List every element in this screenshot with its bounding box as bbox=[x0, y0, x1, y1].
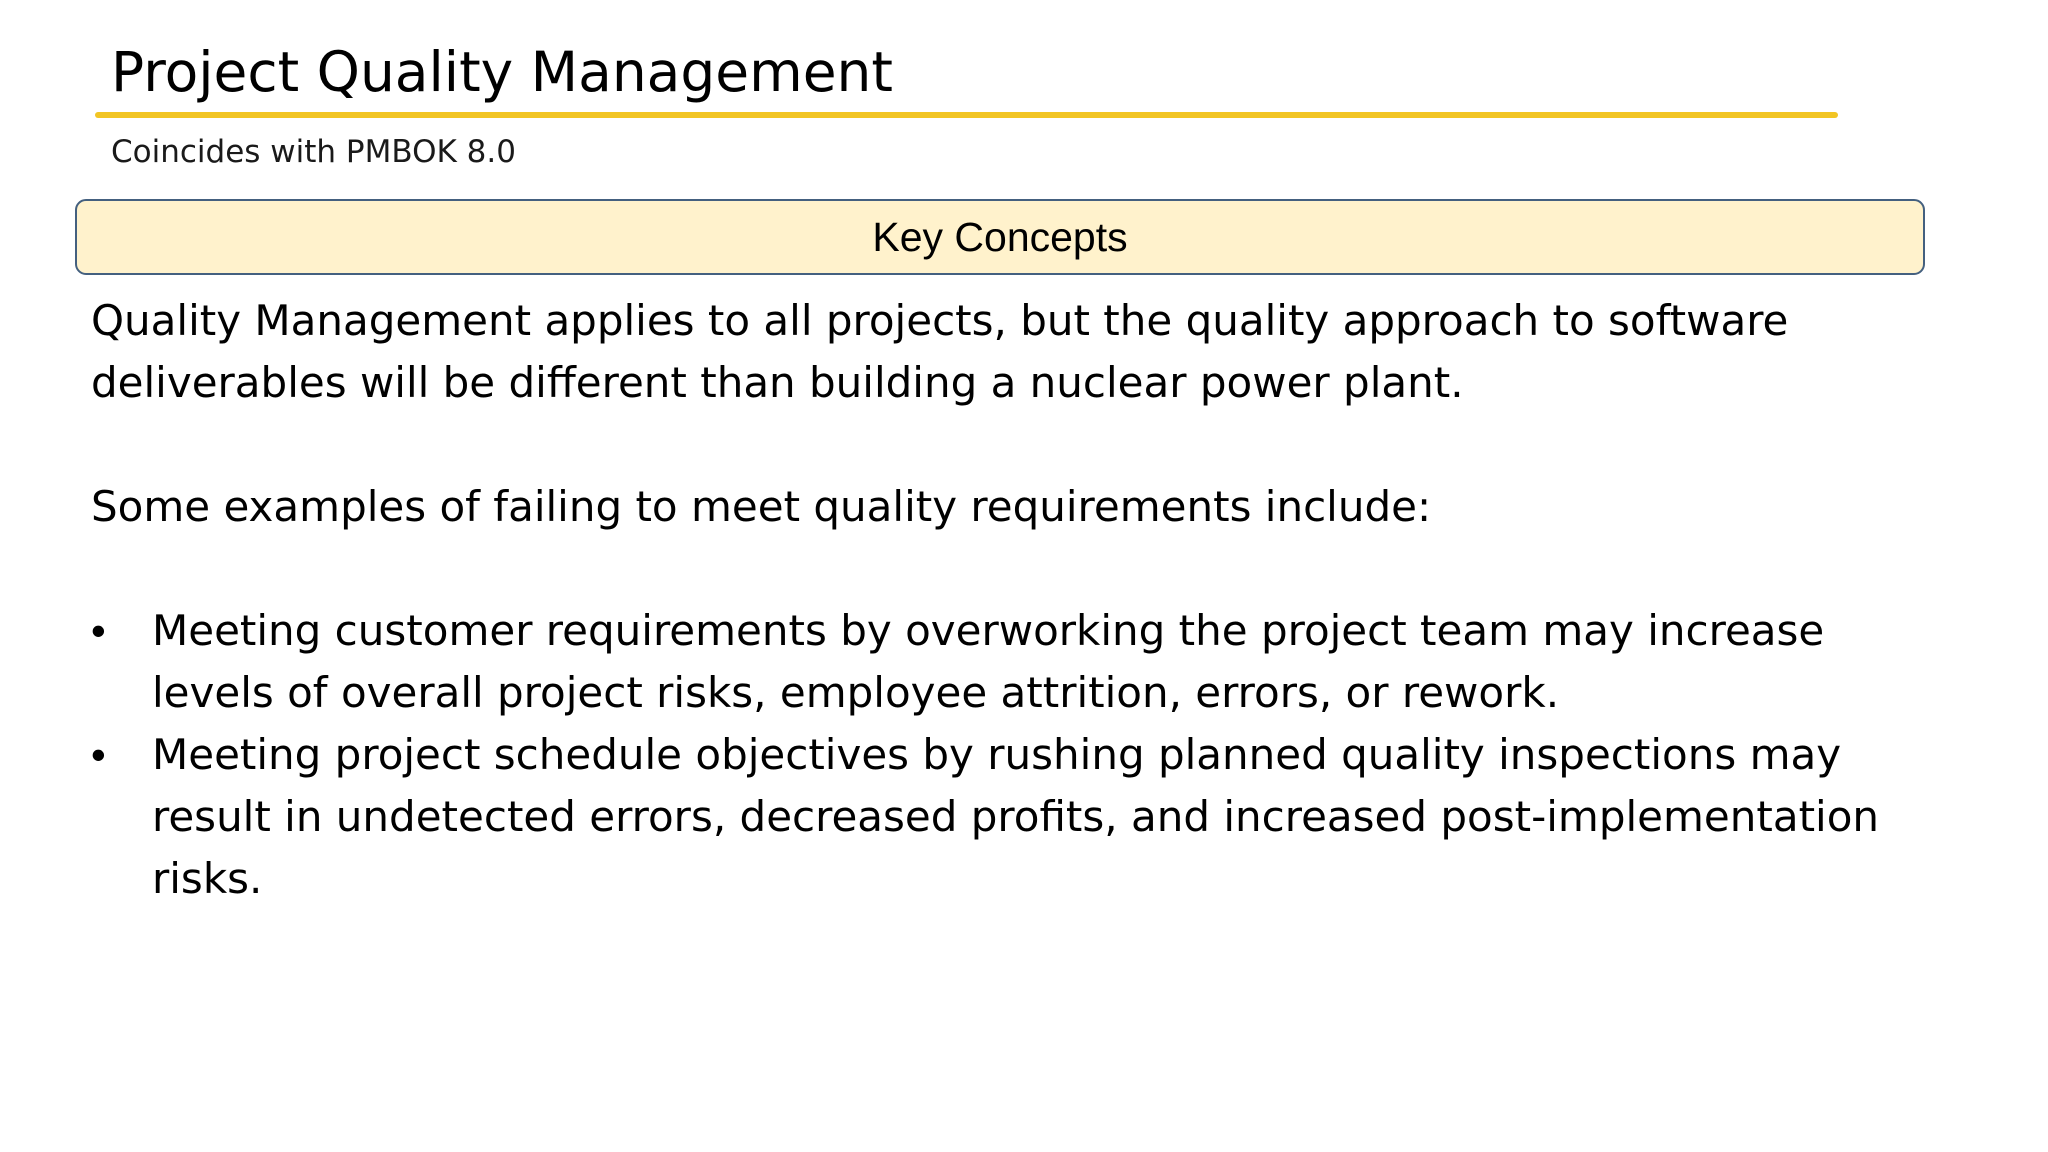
examples-lead-paragraph: Some examples of failing to meet quality requirements include: bbox=[91, 482, 1432, 531]
paragraph-spacer bbox=[91, 538, 1911, 600]
list-item bbox=[91, 600, 1911, 724]
banner-label: Key Concepts bbox=[872, 213, 1128, 260]
title-underline bbox=[95, 112, 1838, 118]
slide-subtitle: Coincides with PMBOK 8.0 bbox=[111, 134, 516, 170]
paragraph-spacer bbox=[91, 414, 1911, 476]
list-item bbox=[91, 724, 1911, 910]
intro-paragraph: Quality Management applies to all projects, but the quality approach to software deliverables will be different than building a nuclear power plant. bbox=[91, 296, 1789, 407]
list-item-text: Meeting customer requirements by overworking the project team may increase levels of overall project risks, employee attrition, errors, or rework. bbox=[152, 606, 1825, 717]
examples-bullet-list bbox=[91, 600, 1911, 910]
bullet-icon: • bbox=[91, 731, 106, 778]
key-concepts-banner bbox=[75, 199, 1925, 275]
bullet-icon: • bbox=[91, 607, 106, 654]
slide-title: Project Quality Management bbox=[111, 40, 893, 104]
slide-body bbox=[91, 290, 1911, 910]
list-item-text: Meeting project schedule objectives by rushing planned quality inspections may result in undetected errors, decreased profits, and increased post-implementation risks. bbox=[152, 730, 1880, 903]
